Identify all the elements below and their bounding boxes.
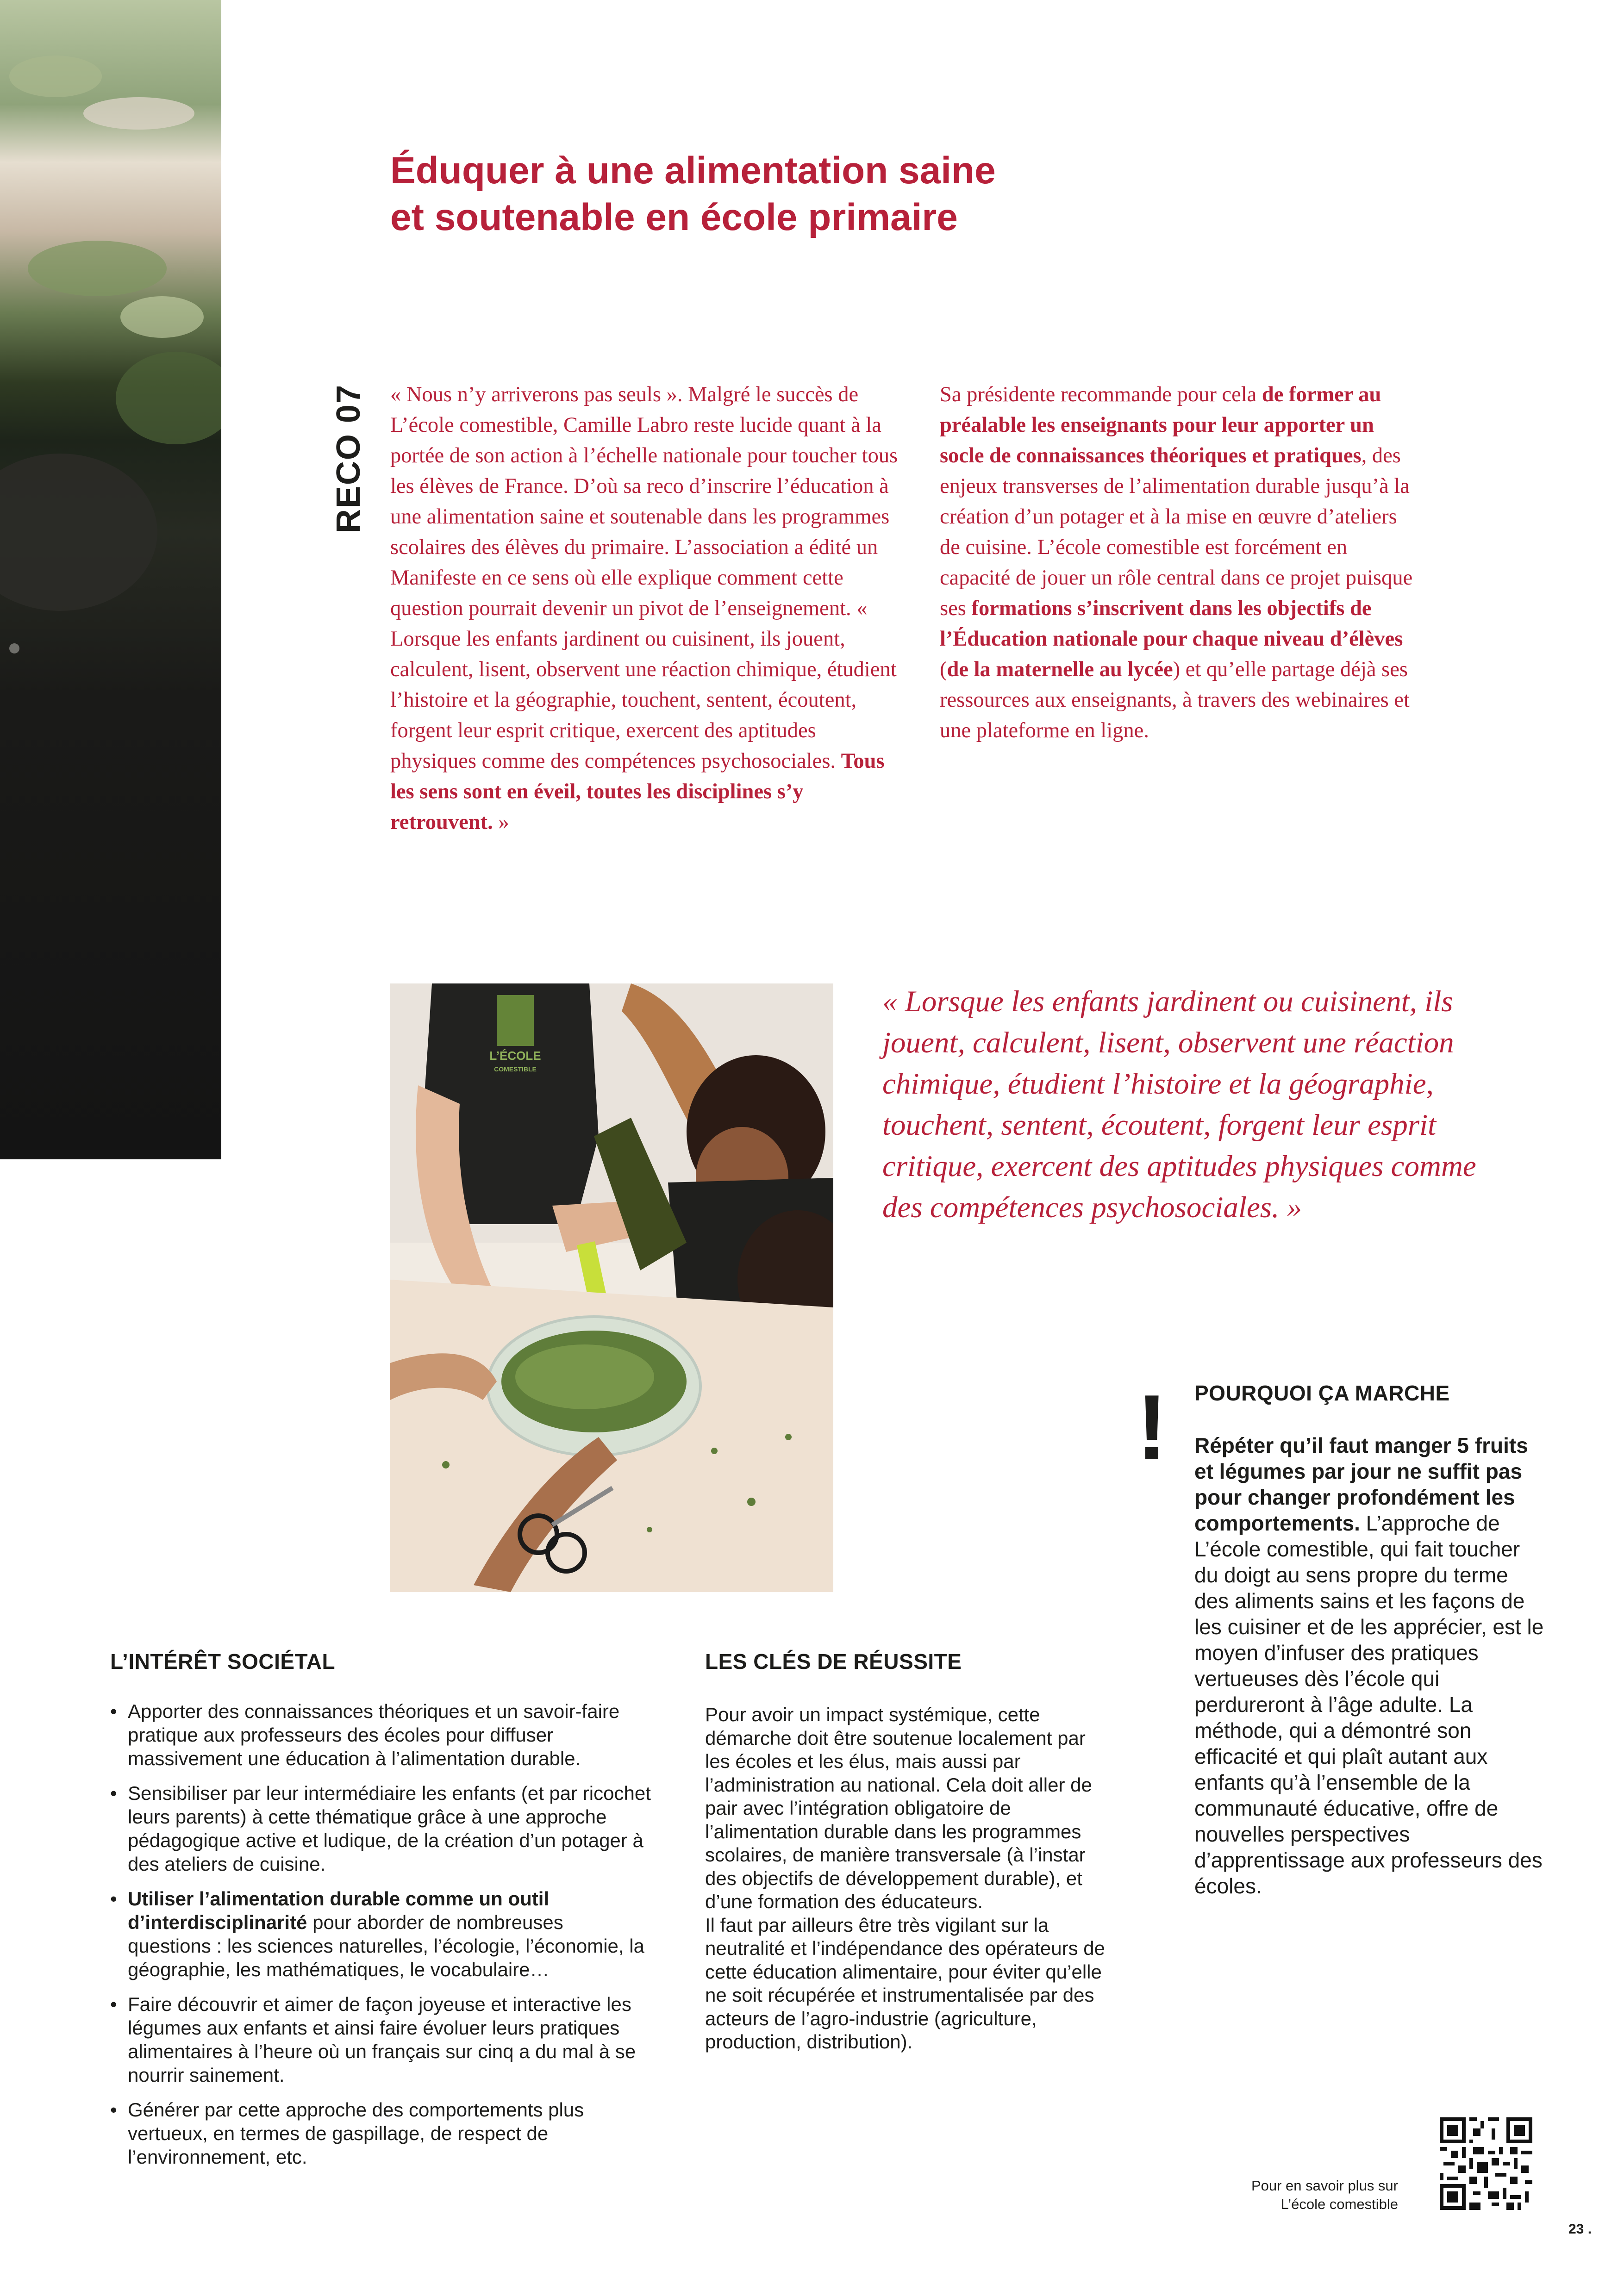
keys-paragraph-1: Pour avoir un impact systémique, cette démarche doit être soutenue localement par les écoles et les élus, mais aussi par l’administration au national. Cela doit aller de pair avec l’intégration obligatoire de l’alimentation durable dans les programmes scolaires, de manière transversale (à l’instar des objectifs de développement durable), et d’une formation des éducateurs. <box>705 1704 1092 1912</box>
rec-bold-1: de former au préalable les enseignants pour leur apporter un socle de connaissances théoriques et pratiques <box>940 383 1381 467</box>
list-item-text: pour aborder de nombreuses questions : les sciences naturelles, l’écologie, l’économie, la géographie, les mathématiques, le vocabulaire… <box>128 1911 644 1980</box>
societal-interest-list <box>110 1699 652 2180</box>
page-number: 23 . <box>1568 2221 1592 2237</box>
list-item: • Apporter des connaissances théoriques et un savoir-faire pratique aux professeurs des écoles pour diffuser massivement une éducation à l’alimentation durable. <box>110 1699 652 1770</box>
intro-text: « Nous n’y arriverons pas seuls ». Malgré le succès de L’école comestible, Camille Labro reste lucide quant à la portée de son action à l’échelle nationale pour toucher tous les élèves de France. D’où sa reco d’inscrire l’éducation à une alimentation saine et soutenable dans les programmes scolaires des élèves du primaire. L’association a édité un Manifeste en ce sens où elle explique comment cette question pourrait devenir un pivot de l’enseignement. « Lorsque les enfants jardinent ou cuisinent, ils jouent, calculent, lisent, observent une réaction chimique, étudient l’histoire et la géographie, touchent, sentent, écoutent, forgent leur esprit critique, exercent des aptitudes physiques comme des compétences psychosociales. <box>390 383 898 773</box>
rec-bold-3: de la maternelle au lycée <box>947 658 1173 681</box>
page-title: Éduquer à une alimentation saine et soutenable en école primaire <box>390 149 996 238</box>
list-item-bold: Utiliser l’alimentation durable comme un outil d’interdisciplinarité <box>128 1888 550 1933</box>
recommendation-column <box>940 380 1417 746</box>
qr-caption-line-1: Pour en savoir plus sur <box>1251 2178 1398 2194</box>
list-item: • Faire découvrir et aimer de façon joyeuse et interactive les légumes aux enfants et ainsi faire évoluer leurs pratiques alimentaires à l’heure où un français sur cinq a du mal à se nourrir sainement. <box>110 1992 652 2087</box>
intro-column <box>390 380 904 838</box>
intro-bold-text: Tous les sens sont en éveil, toutes les disciplines s’y retrouvent. <box>390 749 885 834</box>
kitchen-photo-illustration <box>390 983 833 1592</box>
pull-quote: « Lorsque les enfants jardinent ou cuisinent, ils jouent, calculent, lisent, observent une réaction chimique, étudient l’histoire et la géographie, touchent, sentent, écoutent, forgent leur esprit critique, exercent des aptitudes physiques comme des compétences psychosociales. » <box>882 985 1476 1224</box>
kitchen-workshop-photo <box>390 983 833 1592</box>
apron-logo-text: L’ÉCOLE <box>489 1049 541 1063</box>
list-item <box>110 1887 652 1981</box>
rec-text-2: , des enjeux transverses de l’alimentation durable jusqu’à la création d’un potager et à la mise en œuvre d’ateliers de cuisine. L’école comestible est forcément en capacité de jouer un rôle central dans ce projet puisque ses <box>940 444 1413 620</box>
qr-caption <box>1111 2177 1398 2214</box>
keys-to-success-body <box>705 1703 1112 2054</box>
qr-code-icon <box>1440 2117 1532 2210</box>
rec-text-1: Sa présidente recommande pour cela <box>940 383 1262 406</box>
qr-caption-line-2: L’école comestible <box>1280 2196 1398 2212</box>
intro-end: » <box>493 810 509 834</box>
keys-to-success-title: LES CLÉS DE RÉUSSITE <box>705 1649 962 1674</box>
why-bold-text: Répéter qu’il faut manger 5 fruits et légumes par jour ne suffit pas pour changer profondément les comportements. <box>1194 1433 1528 1535</box>
reco-tag <box>330 384 367 560</box>
reco-tag-label: RECO 07 <box>330 384 367 534</box>
exclamation-icon: ! <box>1137 1376 1168 1479</box>
rec-text-3: ( <box>940 658 947 681</box>
rec-text-4: ) et qu’elle partage déjà ses ressources aux enseignants, à travers des webinaires et une plateforme en ligne. <box>940 658 1410 742</box>
left-photo <box>0 0 221 1159</box>
rec-bold-2: formations s’inscrivent dans les objectifs de l’Éducation nationale pour chaque niveau d’élèves <box>940 597 1403 651</box>
why-it-works-title: POURQUOI ÇA MARCHE <box>1194 1381 1450 1405</box>
list-item: • Sensibiliser par leur intermédiaire les enfants (et par ricochet leurs parents) à cette thématique grâce à une approche pédagogique active et ludique, de la création d’un potager à des ateliers de cuisine. <box>110 1781 652 1876</box>
why-it-works-body <box>1194 1432 1546 1899</box>
list-item: • Générer par cette approche des comportements plus vertueux, en termes de gaspillage, de respect de l’environnement, etc. <box>110 2098 652 2169</box>
societal-interest-title: L’INTÉRÊT SOCIÉTAL <box>110 1649 336 1674</box>
keys-paragraph-2: Il faut par ailleurs être très vigilant sur la neutralité et l’indépendance des opérateurs de cette éducation alimentaire, pour éviter qu’elle ne soit récupérée et instrumentalisée par des acteurs de l’agro-industrie (agriculture, production, distribution). <box>705 1914 1105 2053</box>
apron-logo-subtext: COMESTIBLE <box>494 1065 537 1073</box>
qr-code[interactable] <box>1440 2117 1532 2210</box>
why-text: L’approche de L’école comestible, qui fait toucher du doigt au sens propre du terme des aliments sains et les façons de les cuisiner et de les apprécier, est le moyen d’infuser des pratiques vertueuses dès l’école qui perdureront à l’âge adulte. La méthode, qui a démontré son efficacité et qui plaît autant aux enfants qu’à l’ensemble de la communauté éducative, offre de nouvelles perspectives d’apprentissage aux professeurs des écoles. <box>1194 1511 1544 1898</box>
